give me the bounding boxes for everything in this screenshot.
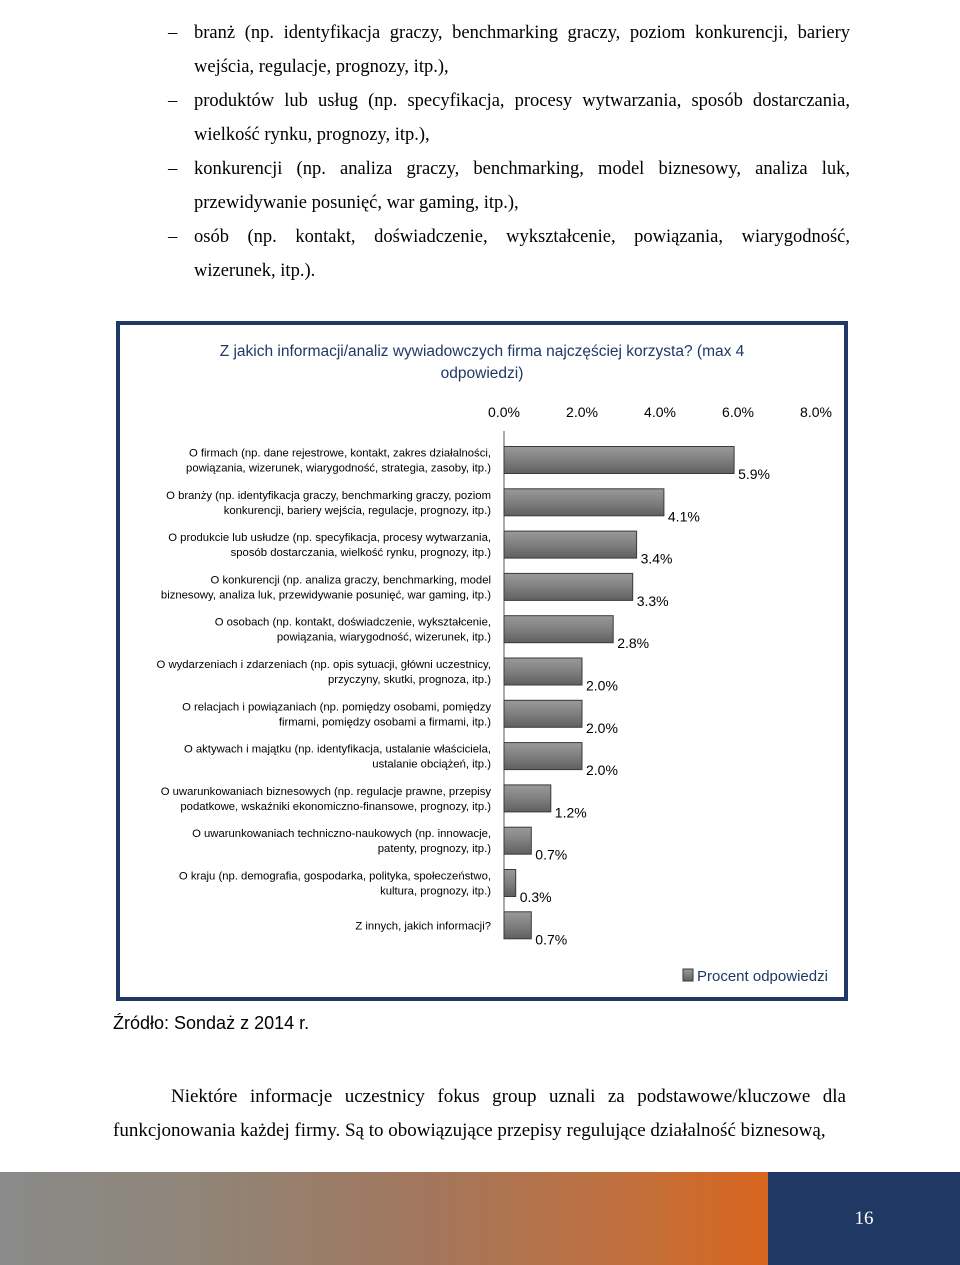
bar [504,447,734,474]
category-label: O uwarunkowaniach biznesowych (np. regulacje prawne, przepisy [160,785,491,798]
category-label: podatkowe, wskaźniki ekonomiczno-finansowe, prognozy, itp.) [180,800,491,813]
legend-label: Procent odpowiedzi [697,968,828,985]
bar [504,743,582,770]
x-tick-label: 0.0% [488,404,520,420]
category-label: O osobach (np. kontakt, doświadczenie, wykształcenie, [214,616,491,629]
bar [504,827,531,854]
value-label: 0.3% [519,889,552,905]
category-label: O aktywach i majątku (np. identyfikacja, ustalanie właściciela, [183,743,491,756]
category-label: O relacjach i powiązaniach (np. pomiędzy osobami, pomiędzy [182,701,491,714]
bullet-text: konkurencji (np. analiza graczy, benchmarking, model biznesowy, analiza luk, przewidywanie posunięć, war gaming, itp.), [194,159,850,213]
category-label: O branży (np. identyfikacja graczy, benchmarking graczy, poziom [166,489,491,502]
bar [504,616,613,643]
chart-title-line: Z jakich informacji/analiz wywiadowczych firma najczęściej korzysta? (max 4 [219,343,745,360]
bar [504,912,531,939]
legend-swatch [683,969,693,981]
bar [504,531,637,558]
category-label: powiązania, wizerunek, wiarygodność, strategia, zasoby, itp.) [186,462,491,475]
category-label: O produkcie lub usłudze (np. specyfikacja, procesy wytwarzania, [168,532,491,545]
value-label: 5.9% [738,466,771,482]
value-label: 2.8% [617,635,650,652]
value-label: 4.1% [667,508,700,525]
bar-chart [120,325,844,997]
bar [504,573,633,600]
value-label: 2.0% [586,762,618,779]
x-tick-label: 6.0% [722,404,754,420]
bullet-dash: – [168,91,178,111]
category-label: O wydarzeniach i zdarzeniach (np. opis sytuacji, główni uczestnicy, [156,659,491,671]
x-tick-label: 8.0% [800,404,832,420]
category-label: biznesowy, analiza luk, przewidywanie posunięć, war gaming, itp.) [160,589,491,602]
chart-frame [116,321,848,1001]
bar [504,700,582,727]
category-label: O kraju (np. demografia, gospodarka, polityka, społeczeństwo, [178,870,491,883]
bar [504,489,664,516]
value-label: 1.2% [554,804,587,821]
x-tick-label: 2.0% [566,404,598,420]
value-label: 3.4% [640,550,673,567]
bullet-dash: – [168,159,178,179]
category-label: patenty, prognozy, itp.) [377,843,491,856]
category-label: przyczyny, skutki, prognoza, itp.) [327,674,491,686]
bullet-item [160,16,850,84]
category-label: Z innych, jakich informacji? [355,920,491,933]
value-label: 3.3% [636,592,669,609]
category-label: sposób dostarczania, wielkość rynku, prognozy, itp.) [230,547,491,560]
page-number-box [768,1172,960,1265]
category-label: powiązania, wiarygodność, wizerunek, itp.) [276,631,491,644]
bullet-dash: – [168,227,178,247]
category-label: O uwarunkowaniach techniczno-naukowych (np. innowacje, [192,828,491,841]
bullet-item [160,152,850,220]
value-label: 0.7% [535,846,568,863]
bullet-text: osób (np. kontakt, doświadczenie, wykształcenie, powiązania, wiarygodność, wizerunek, itp.). [194,227,850,281]
bar [504,870,516,897]
bullet-dash: – [168,23,178,43]
bullet-text: branż (np. identyfikacja graczy, benchmarking graczy, poziom konkurencji, bariery wejścia, regulacje, prognozy, itp.), [194,23,850,77]
bullet-list [160,16,850,288]
value-label: 2.0% [586,677,618,694]
value-label: 0.7% [535,931,568,948]
value-label: 2.0% [586,719,618,736]
category-label: konkurencji, bariery wejścia, regulacje, prognozy, itp.) [223,504,491,517]
bullet-item [160,84,850,152]
page-number: 16 [854,1208,874,1229]
bullet-item [160,220,850,288]
bar [504,785,551,812]
category-label: ustalanie obciążeń, itp.) [372,758,491,771]
category-label: firmami, pomiędzy osobami a firmami, itp.) [278,716,491,729]
category-label: O firmach (np. dane rejestrowe, kontakt, zakres działalności, [188,447,491,460]
x-tick-label: 4.0% [644,404,676,420]
bar [504,658,582,685]
category-label: O konkurencji (np. analiza graczy, benchmarking, model [210,574,491,587]
source-note: Źródło: Sondaż z 2014 r. [113,1013,310,1033]
category-label: kultura, prognozy, itp.) [380,885,491,898]
bullet-text: produktów lub usług (np. specyfikacja, procesy wytwarzania, sposób dostarczania, wielkość rynku, prognozy, itp.), [194,91,850,145]
body-paragraph: Niektóre informacje uczestnicy fokus group uznali za podstawowe/kluczowe dla funkcjonowania każdej firmy. Są to obowiązujące przepisy regulujące działalność biznesową, [113,1086,846,1141]
chart-title-line: odpowiedzi) [440,365,524,382]
